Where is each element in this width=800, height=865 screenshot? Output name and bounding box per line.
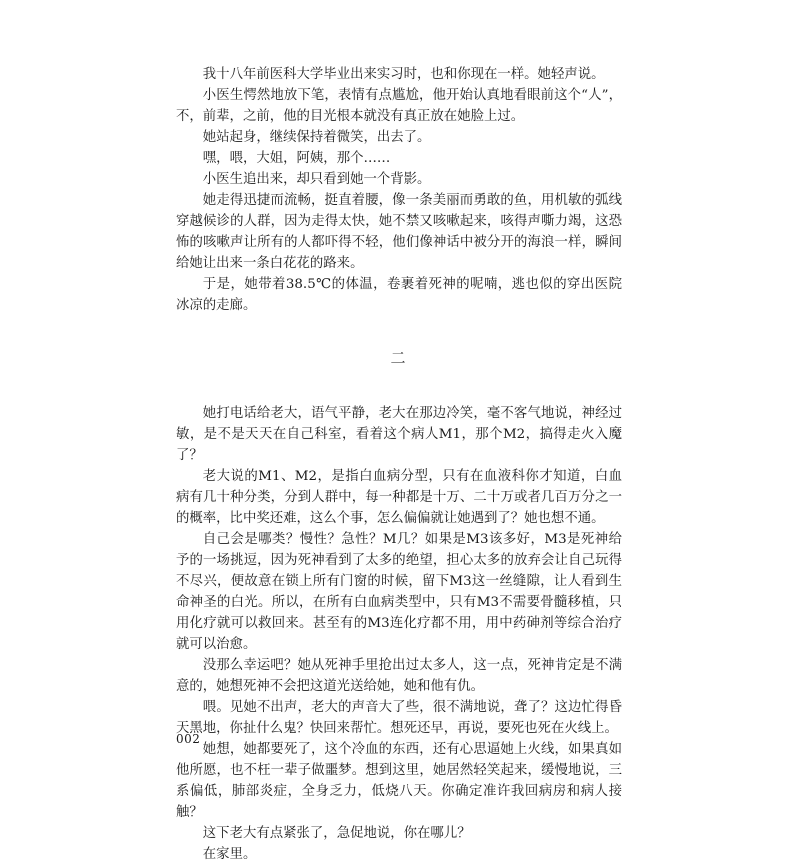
page-body [176,64,622,865]
paragraph: 她站起身，继续保持着微笑，出去了。 [202,130,431,145]
page-number: 002 [176,732,201,746]
paragraph: 老大说的M1、M2，是指白血病分型，只有在血液科你才知道，白血病有几十种分类，分到人群中，每一种都是十万、二十万或者几百万分之一的概率，比中奖还难，这么个事，怎么偏偏就让她遇到了？她也想不通。 [176,469,622,526]
paragraph: 自己会是哪类？慢性？急性？M几？如果是M3该多好，M3是死神给予的一场挑逗，因为死神看到了太多的绝望，担心太多的放弃会让自己玩得不尽兴，便故意在锁上所有门窗的时候，留下M3这一丝缝隙，让人看到生命神圣的白光。所以，在所有白血病类型中，只有M3不需要骨髓移植，只用化疗就可以救回来。甚至有的M3连化疗都不用，用中药砷剂等综合治疗就可以治愈。 [176,532,622,652]
paragraph: 她想，她都要死了，这个冷血的东西，还有心思逼她上火线，如果真如他所愿，也不枉一辈子做噩梦。想到这里，她居然轻笑起来，缓慢地说，三系偏低，肺部炎症，全身乏力，低烧八天。你确定准许我回病房和病人接触？ [176,742,622,820]
paragraph: 小医生追出来，却只看到她一个背影。 [202,172,431,187]
section-two-text [176,403,622,865]
paragraph: 她打电话给老大，语气平静，老大在那边冷笑，毫不客气地说，神经过敏，是不是天天在自己科室，看着这个病人M1，那个M2，搞得走火入魔了？ [176,406,622,463]
paragraph: 于是，她带着38.5℃的体温，卷裹着死神的呢喃，逃也似的穿出医院冰凉的走廊。 [176,277,622,313]
section-one-text [176,64,622,316]
section-number: 二 [390,349,408,367]
paragraph: 在家里。 [202,847,257,862]
paragraph: 没那么幸运吧？她从死神手里抢出过太多人，这一点，死神肯定是不满意的，她想死神不会把这道光送给她，她和他有仇。 [176,658,622,694]
paragraph: 这下老大有点紧张了，急促地说，你在哪儿？ [202,826,471,841]
paragraph: 小医生愕然地放下笔，表情有点尴尬，他开始认真地看眼前这个“人”，不，前辈，之前，他的目光根本就没有真正放在她脸上过。 [176,88,622,124]
paragraph: 我十八年前医科大学毕业出来实习时，也和你现在一样。她轻声说。 [202,67,605,82]
paragraph: 她走得迅捷而流畅，挺直着腰，像一条美丽而勇敢的鱼，用机敏的弧线穿越候诊的人群，因为走得太快，她不禁又咳嗽起来，咳得声嘶力竭，这恐怖的咳嗽声让所有的人都吓得不轻，他们像神话中被分开的海浪一样，瞬间给她让出来一条白花花的路来。 [176,193,622,271]
paragraph: 嘿，喂，大姐，阿姨，那个…… [202,151,391,166]
paragraph: 喂。见她不出声，老大的声音大了些，很不满地说，聋了？这边忙得昏天黑地，你扯什么鬼？快回来帮忙。想死还早，再说，要死也死在火线上。 [176,700,622,736]
